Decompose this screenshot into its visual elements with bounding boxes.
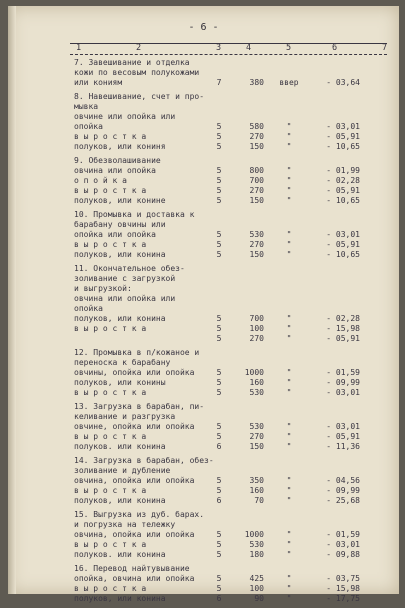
page-number: - 6 - bbox=[188, 22, 219, 33]
cell-col-5: " bbox=[286, 388, 292, 397]
cell-col-2: и погрузка на тележку bbox=[74, 520, 176, 529]
table-row bbox=[70, 166, 387, 176]
cell-col-3: 5 bbox=[216, 432, 222, 441]
cell-col-6: - 09,99 bbox=[326, 486, 360, 495]
cell-col-2: овчине, опойка или опойка bbox=[74, 422, 195, 431]
cell-col-2: мывка bbox=[74, 102, 99, 111]
cell-col-5: " bbox=[286, 378, 292, 387]
cell-col-2: опойка или опойка bbox=[74, 230, 156, 239]
cell-col-2: 13. Загрузка в барабан, пи- bbox=[74, 402, 205, 411]
cell-col-4: 580 bbox=[249, 122, 264, 131]
cell-col-6: - 10,65 bbox=[326, 142, 360, 151]
col-header-3: 3 bbox=[216, 43, 222, 53]
cell-col-2: или кониям bbox=[74, 78, 123, 87]
table-row bbox=[70, 274, 387, 284]
cell-col-4: 70 bbox=[254, 496, 264, 505]
table-row bbox=[70, 324, 387, 334]
cell-col-2: овчина, опойка или опойка bbox=[74, 530, 195, 539]
cell-col-2: полуков, или конины bbox=[74, 378, 166, 387]
cell-col-5: " bbox=[286, 142, 292, 151]
table-row bbox=[70, 220, 387, 230]
cell-col-3: 5 bbox=[216, 166, 222, 175]
cell-col-5: " bbox=[286, 186, 292, 195]
cell-col-3: 5 bbox=[216, 314, 222, 323]
table-row bbox=[70, 68, 387, 78]
table-row bbox=[70, 456, 387, 466]
table-row bbox=[70, 132, 387, 142]
cell-col-4: 700 bbox=[249, 314, 264, 323]
cell-col-5: " bbox=[286, 176, 292, 185]
cell-col-6: - 03,01 bbox=[326, 388, 360, 397]
table-row bbox=[70, 476, 387, 486]
table-row bbox=[70, 142, 387, 152]
cell-col-6: - 03,75 bbox=[326, 574, 360, 583]
cell-col-5: " bbox=[286, 324, 292, 333]
cell-col-5: " bbox=[286, 368, 292, 377]
cell-col-2: полуков, или конина bbox=[74, 496, 166, 505]
cell-col-2: келивание и разгрузка bbox=[74, 412, 176, 421]
cell-col-2: 12. Промывка в п/кожаное и bbox=[74, 348, 200, 357]
cell-col-2: овчины, опойка или опойка bbox=[74, 368, 195, 377]
cell-col-3: 5 bbox=[216, 476, 222, 485]
cell-col-4: 270 bbox=[249, 432, 264, 441]
cell-col-2: в ы р о с т к а bbox=[74, 240, 147, 249]
cell-col-4: 270 bbox=[249, 186, 264, 195]
table-row bbox=[70, 314, 387, 324]
cell-col-3: 5 bbox=[216, 530, 222, 539]
cell-col-6: - 01,59 bbox=[326, 368, 360, 377]
cell-col-4: 160 bbox=[249, 486, 264, 495]
cell-col-2: 16. Перевод найтувывание bbox=[74, 564, 190, 573]
table-row bbox=[70, 442, 387, 452]
cell-col-4: 350 bbox=[249, 476, 264, 485]
cell-col-2: опойка bbox=[74, 122, 103, 131]
cell-col-2: и выгрузкой: bbox=[74, 284, 132, 293]
cell-col-2: в ы р о с т к а bbox=[74, 132, 147, 141]
group-spacer bbox=[70, 604, 387, 608]
cell-col-2: овчина, опойка или опойка bbox=[74, 476, 195, 485]
table-row bbox=[70, 550, 387, 560]
cell-col-3: 6 bbox=[216, 496, 222, 505]
cell-col-5: " bbox=[286, 594, 292, 603]
cell-col-2: в ы р о с т к а bbox=[74, 388, 147, 397]
cell-col-2: переноска к барабану bbox=[74, 358, 171, 367]
norm-table bbox=[70, 58, 387, 608]
cell-col-6: - 03,01 bbox=[326, 540, 360, 549]
cell-col-3: 5 bbox=[216, 334, 222, 343]
cell-col-2: полуков. или конина bbox=[74, 442, 166, 451]
cell-col-4: 530 bbox=[249, 540, 264, 549]
table-row bbox=[70, 584, 387, 594]
table-row bbox=[70, 496, 387, 506]
document-page bbox=[8, 6, 399, 603]
table-row bbox=[70, 402, 387, 412]
col-header-2: 2 bbox=[136, 43, 142, 53]
cell-col-2: 10. Промывка и доставка к bbox=[74, 210, 195, 219]
cell-col-5: ввер bbox=[279, 78, 299, 87]
cell-col-3: 5 bbox=[216, 142, 222, 151]
table-row bbox=[70, 530, 387, 540]
table-row bbox=[70, 334, 387, 344]
table-row bbox=[70, 388, 387, 398]
col-header-6: 6 bbox=[332, 43, 338, 53]
table-row bbox=[70, 196, 387, 206]
table-row bbox=[70, 368, 387, 378]
cell-col-3: 5 bbox=[216, 196, 222, 205]
cell-col-2: полуков. или конина bbox=[74, 550, 166, 559]
cell-col-5: " bbox=[286, 496, 292, 505]
cell-col-3: 5 bbox=[216, 574, 222, 583]
binding-shadow bbox=[8, 6, 16, 594]
cell-col-2: 14. Загрузка в барабан, обез- bbox=[74, 456, 214, 465]
table-row bbox=[70, 112, 387, 122]
cell-col-5: " bbox=[286, 530, 292, 539]
cell-col-5: " bbox=[286, 314, 292, 323]
cell-col-3: 5 bbox=[216, 378, 222, 387]
table-row bbox=[70, 176, 387, 186]
cell-col-6: - 15,98 bbox=[326, 584, 360, 593]
table-row bbox=[70, 210, 387, 220]
cell-col-6: - 03,01 bbox=[326, 122, 360, 131]
table-row bbox=[70, 230, 387, 240]
cell-col-6: - 03,64 bbox=[326, 78, 360, 87]
cell-col-2: золивание с загрузкой bbox=[74, 274, 176, 283]
cell-col-4: 380 bbox=[249, 78, 264, 87]
cell-col-5: " bbox=[286, 442, 292, 451]
cell-col-4: 160 bbox=[249, 378, 264, 387]
cell-col-6: - 01,59 bbox=[326, 530, 360, 539]
table-row bbox=[70, 92, 387, 102]
cell-col-4: 150 bbox=[249, 442, 264, 451]
cell-col-2: в ы р о с т к а bbox=[74, 540, 147, 549]
cell-col-4: 180 bbox=[249, 550, 264, 559]
cell-col-2: о п о й к а bbox=[74, 176, 127, 185]
cell-col-3: 5 bbox=[216, 486, 222, 495]
col-header-4: 4 bbox=[246, 43, 252, 53]
cell-col-3: 6 bbox=[216, 442, 222, 451]
cell-col-6: - 15,98 bbox=[326, 324, 360, 333]
table-row bbox=[70, 122, 387, 132]
table-row bbox=[70, 284, 387, 294]
cell-col-3: 5 bbox=[216, 422, 222, 431]
table-row bbox=[70, 78, 387, 88]
cell-col-3: 5 bbox=[216, 388, 222, 397]
table-row bbox=[70, 540, 387, 550]
cell-col-3: 5 bbox=[216, 176, 222, 185]
col-header-1: 1 bbox=[76, 43, 82, 53]
cell-col-4: 270 bbox=[249, 240, 264, 249]
cell-col-3: 5 bbox=[216, 368, 222, 377]
cell-col-3: 6 bbox=[216, 594, 222, 603]
table-row bbox=[70, 186, 387, 196]
table-row bbox=[70, 486, 387, 496]
cell-col-2: в ы р о с т к а bbox=[74, 432, 147, 441]
cell-col-3: 5 bbox=[216, 240, 222, 249]
cell-col-6: - 17,75 bbox=[326, 594, 360, 603]
cell-col-2: 15. Выгрузка из дуб. барах. bbox=[74, 510, 205, 519]
table-row bbox=[70, 358, 387, 368]
cell-col-2: овчине или опойка или bbox=[74, 112, 176, 121]
table-row bbox=[70, 348, 387, 358]
cell-col-4: 1000 bbox=[244, 530, 264, 539]
cell-col-6: - 04,56 bbox=[326, 476, 360, 485]
cell-col-6: - 10,65 bbox=[326, 196, 360, 205]
cell-col-2: полуков, или конина bbox=[74, 594, 166, 603]
cell-col-4: 530 bbox=[249, 422, 264, 431]
cell-col-3: 5 bbox=[216, 132, 222, 141]
cell-col-6: - 11,36 bbox=[326, 442, 360, 451]
table-row bbox=[70, 594, 387, 604]
cell-col-5: " bbox=[286, 422, 292, 431]
table-row bbox=[70, 520, 387, 530]
cell-col-2: опойка bbox=[74, 304, 103, 313]
cell-col-3: 5 bbox=[216, 186, 222, 195]
cell-col-5: " bbox=[286, 122, 292, 131]
cell-col-4: 1000 bbox=[244, 368, 264, 377]
table-row bbox=[70, 422, 387, 432]
cell-col-2: овчина или опойка или bbox=[74, 294, 176, 303]
cell-col-6: - 05,91 bbox=[326, 240, 360, 249]
cell-col-6: - 01,99 bbox=[326, 166, 360, 175]
cell-col-2: в ы р о с т к а bbox=[74, 186, 147, 195]
table-row bbox=[70, 264, 387, 274]
cell-col-6: - 05,91 bbox=[326, 432, 360, 441]
cell-col-3: 5 bbox=[216, 230, 222, 239]
table-row bbox=[70, 250, 387, 260]
table-row bbox=[70, 156, 387, 166]
cell-col-4: 270 bbox=[249, 334, 264, 343]
table-row bbox=[70, 466, 387, 476]
cell-col-6: - 05,91 bbox=[326, 334, 360, 343]
cell-col-2: кожи по весовым полукожами bbox=[74, 68, 200, 77]
cell-col-5: " bbox=[286, 432, 292, 441]
cell-col-5: " bbox=[286, 240, 292, 249]
cell-col-2: опойка, овчина или опойка bbox=[74, 574, 195, 583]
cell-col-3: 5 bbox=[216, 550, 222, 559]
cell-col-4: 800 bbox=[249, 166, 264, 175]
table-row bbox=[70, 294, 387, 304]
cell-col-2: в ы р о с т к а bbox=[74, 584, 147, 593]
cell-col-5: " bbox=[286, 574, 292, 583]
cell-col-4: 100 bbox=[249, 584, 264, 593]
cell-col-4: 700 bbox=[249, 176, 264, 185]
cell-col-5: " bbox=[286, 132, 292, 141]
cell-col-2: 11. Окончательное обез- bbox=[74, 264, 185, 273]
table-row bbox=[70, 432, 387, 442]
cell-col-5: " bbox=[286, 196, 292, 205]
cell-col-2: 7. Завешивание и отделка bbox=[74, 58, 190, 67]
table-row bbox=[70, 304, 387, 314]
cell-col-6: - 09,99 bbox=[326, 378, 360, 387]
table-row bbox=[70, 564, 387, 574]
cell-col-2: барабану овчины или bbox=[74, 220, 166, 229]
cell-col-6: - 02,28 bbox=[326, 314, 360, 323]
cell-col-3: 5 bbox=[216, 324, 222, 333]
cell-col-2: овчина или опойка bbox=[74, 166, 156, 175]
cell-col-4: 270 bbox=[249, 132, 264, 141]
cell-col-6: - 10,65 bbox=[326, 250, 360, 259]
cell-col-5: " bbox=[286, 540, 292, 549]
cell-col-4: 150 bbox=[249, 196, 264, 205]
cell-col-5: " bbox=[286, 250, 292, 259]
cell-col-3: 5 bbox=[216, 584, 222, 593]
cell-col-5: " bbox=[286, 166, 292, 175]
cell-col-3: 7 bbox=[216, 78, 222, 87]
table-row bbox=[70, 102, 387, 112]
cell-col-3: 5 bbox=[216, 250, 222, 259]
cell-col-4: 530 bbox=[249, 388, 264, 397]
cell-col-4: 90 bbox=[254, 594, 264, 603]
cell-col-6: - 09,88 bbox=[326, 550, 360, 559]
cell-col-6: - 03,01 bbox=[326, 422, 360, 431]
table-row bbox=[70, 58, 387, 68]
cell-col-2: в ы р о с т к а bbox=[74, 486, 147, 495]
cell-col-3: 5 bbox=[216, 122, 222, 131]
table-row bbox=[70, 574, 387, 584]
cell-col-6: - 25,68 bbox=[326, 496, 360, 505]
cell-col-6: - 03,01 bbox=[326, 230, 360, 239]
cell-col-5: " bbox=[286, 230, 292, 239]
cell-col-2: полуков, или кониня bbox=[74, 142, 166, 151]
cell-col-3: 5 bbox=[216, 540, 222, 549]
cell-col-4: 150 bbox=[249, 142, 264, 151]
cell-col-4: 100 bbox=[249, 324, 264, 333]
cell-col-5: " bbox=[286, 486, 292, 495]
cell-col-4: 530 bbox=[249, 230, 264, 239]
cell-col-6: - 05,91 bbox=[326, 186, 360, 195]
col-header-7: 7 bbox=[382, 43, 388, 53]
cell-col-2: в ы р о с т к а bbox=[74, 324, 147, 333]
table-row bbox=[70, 240, 387, 250]
table-row bbox=[70, 412, 387, 422]
table-row bbox=[70, 510, 387, 520]
cell-col-5: " bbox=[286, 476, 292, 485]
cell-col-2: 9. Обезволашивание bbox=[74, 156, 161, 165]
cell-col-6: - 02,28 bbox=[326, 176, 360, 185]
table-row bbox=[70, 378, 387, 388]
cell-col-4: 425 bbox=[249, 574, 264, 583]
cell-col-4: 150 bbox=[249, 250, 264, 259]
cell-col-2: 8. Навешивание, счет и про- bbox=[74, 92, 205, 101]
cell-col-5: " bbox=[286, 584, 292, 593]
cell-col-5: " bbox=[286, 550, 292, 559]
cell-col-2: полуков, или конине bbox=[74, 196, 166, 205]
cell-col-6: - 05,91 bbox=[326, 132, 360, 141]
cell-col-2: полуков, или конина bbox=[74, 314, 166, 323]
col-header-5: 5 bbox=[286, 43, 292, 53]
cell-col-5: " bbox=[286, 334, 292, 343]
cell-col-2: полуков, или конина bbox=[74, 250, 166, 259]
column-header bbox=[70, 43, 387, 55]
cell-col-2: золивание и дубление bbox=[74, 466, 171, 475]
